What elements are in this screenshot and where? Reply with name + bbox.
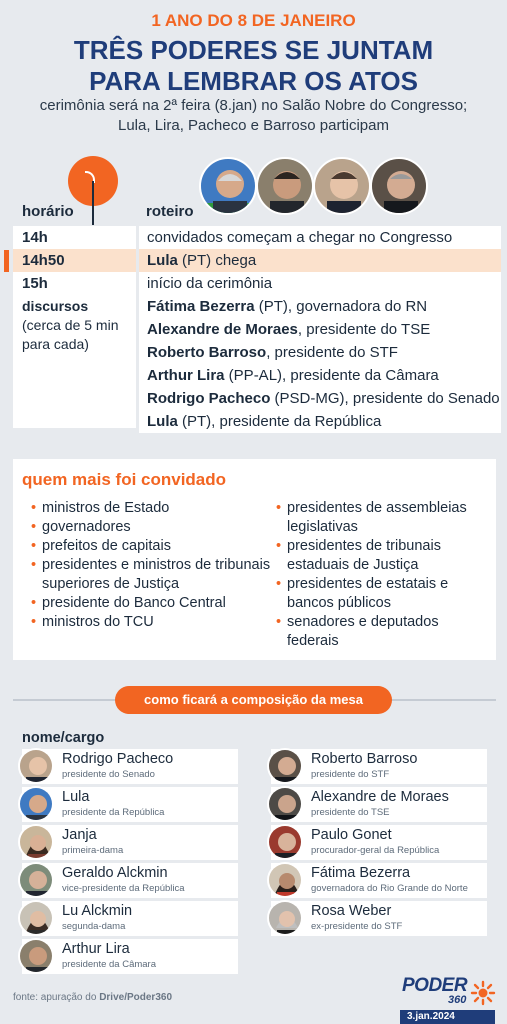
list-item: • presidentes e ministros de tribunais superiores de Justiça (31, 556, 271, 594)
speaker-row (0, 364, 507, 387)
member-name: Janja (62, 827, 97, 843)
speaker-row (0, 387, 507, 410)
member-card (22, 901, 238, 936)
member-card (271, 863, 487, 898)
kicker: 1 ANO DO 8 DE JANEIRO (151, 11, 356, 30)
schedule-time: 14h (13, 226, 136, 249)
member-role: presidente da Câmara (62, 959, 156, 970)
avatar (267, 824, 303, 860)
schedule-bold: Lula (147, 252, 178, 269)
member-card (271, 787, 487, 822)
list-item: • governadores (31, 518, 271, 537)
member-card (271, 825, 487, 860)
member-name: Paulo Gonet (311, 827, 392, 843)
speaker-name: Arthur Lira (147, 367, 225, 384)
member-role: vice-presidente da República (62, 883, 185, 894)
list-item: • ministros do TCU (31, 613, 271, 632)
avatar (18, 824, 54, 860)
page-title (0, 35, 507, 97)
avatar (18, 786, 54, 822)
member-name: Arthur Lira (62, 941, 130, 957)
member-role: presidente do Senado (62, 769, 155, 780)
list-item: • presidentes de assembleias legislativas (276, 499, 486, 537)
member-role: procurador-geral da República (311, 845, 440, 856)
speaker-row (0, 410, 507, 433)
col-horario: horário (22, 203, 74, 220)
schedule-time: 14h50 (13, 249, 136, 272)
speaker-name: Alexandre de Moraes (147, 321, 298, 338)
member-name: Lula (62, 789, 90, 805)
schedule-time: 15h (13, 272, 136, 295)
list-item: • prefeitos de capitais (31, 537, 271, 556)
list-item: • presidente do Banco Central (31, 594, 271, 613)
schedule-text (139, 226, 501, 249)
avatar (18, 938, 54, 974)
schedule-row (0, 272, 507, 295)
member-role: governadora do Rio Grande do Norte (311, 883, 468, 894)
member-name: Rosa Weber (311, 903, 392, 919)
member-role: ex-presidente do STF (311, 921, 403, 932)
speaker-row (0, 295, 507, 318)
invited-list-right (276, 499, 486, 651)
member-card (22, 863, 238, 898)
member-card (22, 939, 238, 974)
speaker-role: , presidente do TSE (297, 321, 431, 338)
member-role: primeira-dama (62, 845, 124, 856)
subtitle (0, 96, 507, 136)
member-name: Roberto Barroso (311, 751, 418, 767)
member-name: Rodrigo Pacheco (62, 751, 174, 767)
col-nome-cargo: nome/cargo (22, 730, 105, 746)
arthur-lira-portrait (256, 157, 314, 215)
speaker-name: Lula (147, 413, 178, 430)
subtitle-line-1: cerimônia será na 2ª feira (8.jan) no Salão Nobre do Congresso; (39, 97, 468, 114)
list-item: • presidentes de tribunais estaduais de Justiça (276, 537, 486, 575)
schedule-row-highlight (0, 249, 507, 272)
member-role: presidente do STF (311, 769, 390, 780)
member-role: segunda-dama (62, 921, 126, 932)
member-card (22, 787, 238, 822)
sun-logo-icon (470, 980, 496, 1006)
invited-list-left (31, 499, 271, 632)
speaker-name: Roberto Barroso (147, 344, 267, 361)
avatar (18, 900, 54, 936)
lula-portrait (199, 157, 257, 215)
member-card (271, 749, 487, 784)
avatar (267, 786, 303, 822)
source-note (13, 992, 172, 1003)
speaker-role: (PT), presidente da República (177, 413, 382, 430)
avatar (267, 748, 303, 784)
list-item: • presidentes de estatais e bancos públicos (276, 575, 486, 613)
speeches-note: (cerca de 5 min para cada) (22, 317, 119, 352)
clock-connector-line (92, 181, 94, 225)
schedule-text (139, 249, 501, 272)
member-name: Lu Alckmin (62, 903, 133, 919)
logo-number: 360 (448, 994, 467, 1006)
member-card (22, 825, 238, 860)
schedule-desc: início da cerimônia (147, 275, 273, 292)
rodrigo-pacheco-portrait (313, 157, 371, 215)
speaker-role: , presidente do STF (266, 344, 398, 361)
member-card (271, 901, 487, 936)
speaker-name: Rodrigo Pacheco (147, 390, 271, 407)
source-prefix: fonte: apuração do (13, 992, 100, 1003)
schedule-row (0, 226, 507, 249)
date-badge: 3.jan.2024 (400, 1010, 495, 1024)
speeches-label: discursos (22, 298, 89, 314)
list-item: • senadores e deputados federais (276, 613, 486, 651)
avatar (267, 900, 303, 936)
subtitle-line-2: Lula, Lira, Pacheco e Barroso participam (118, 117, 389, 134)
member-name: Alexandre de Moraes (311, 789, 449, 805)
speaker-row (0, 318, 507, 341)
schedule-desc: (PT) chega (177, 252, 257, 269)
member-name: Geraldo Alckmin (62, 865, 168, 881)
member-role: presidente do TSE (311, 807, 390, 818)
member-role: presidente da República (62, 807, 165, 818)
avatar (18, 862, 54, 898)
speaker-role: (PT), governadora do RN (254, 298, 428, 315)
section-pill: como ficará a composição da mesa (115, 686, 392, 714)
speaker-role: (PSD-MG), presidente do Senado (270, 390, 500, 407)
member-card (22, 749, 238, 784)
title-line-2: PARA LEMBRAR OS ATOS (89, 66, 418, 96)
member-name: Fátima Bezerra (311, 865, 411, 881)
source-credit: Drive/Poder360 (99, 992, 173, 1003)
speaker-role: (PP-AL), presidente da Câmara (224, 367, 439, 384)
schedule-desc: convidados começam a chegar no Congresso (147, 229, 453, 246)
avatar (267, 862, 303, 898)
invited-title: quem mais foi convidado (22, 470, 227, 489)
title-line-1: TRÊS PODERES SE JUNTAM (73, 35, 434, 65)
list-item: • ministros de Estado (31, 499, 271, 518)
speaker-row (0, 341, 507, 364)
logo-text: PODER (402, 975, 468, 996)
avatar (18, 748, 54, 784)
roberto-barroso-portrait (370, 157, 428, 215)
schedule-text (139, 272, 501, 295)
col-roteiro: roteiro (146, 203, 194, 220)
speaker-name: Fátima Bezerra (147, 298, 255, 315)
